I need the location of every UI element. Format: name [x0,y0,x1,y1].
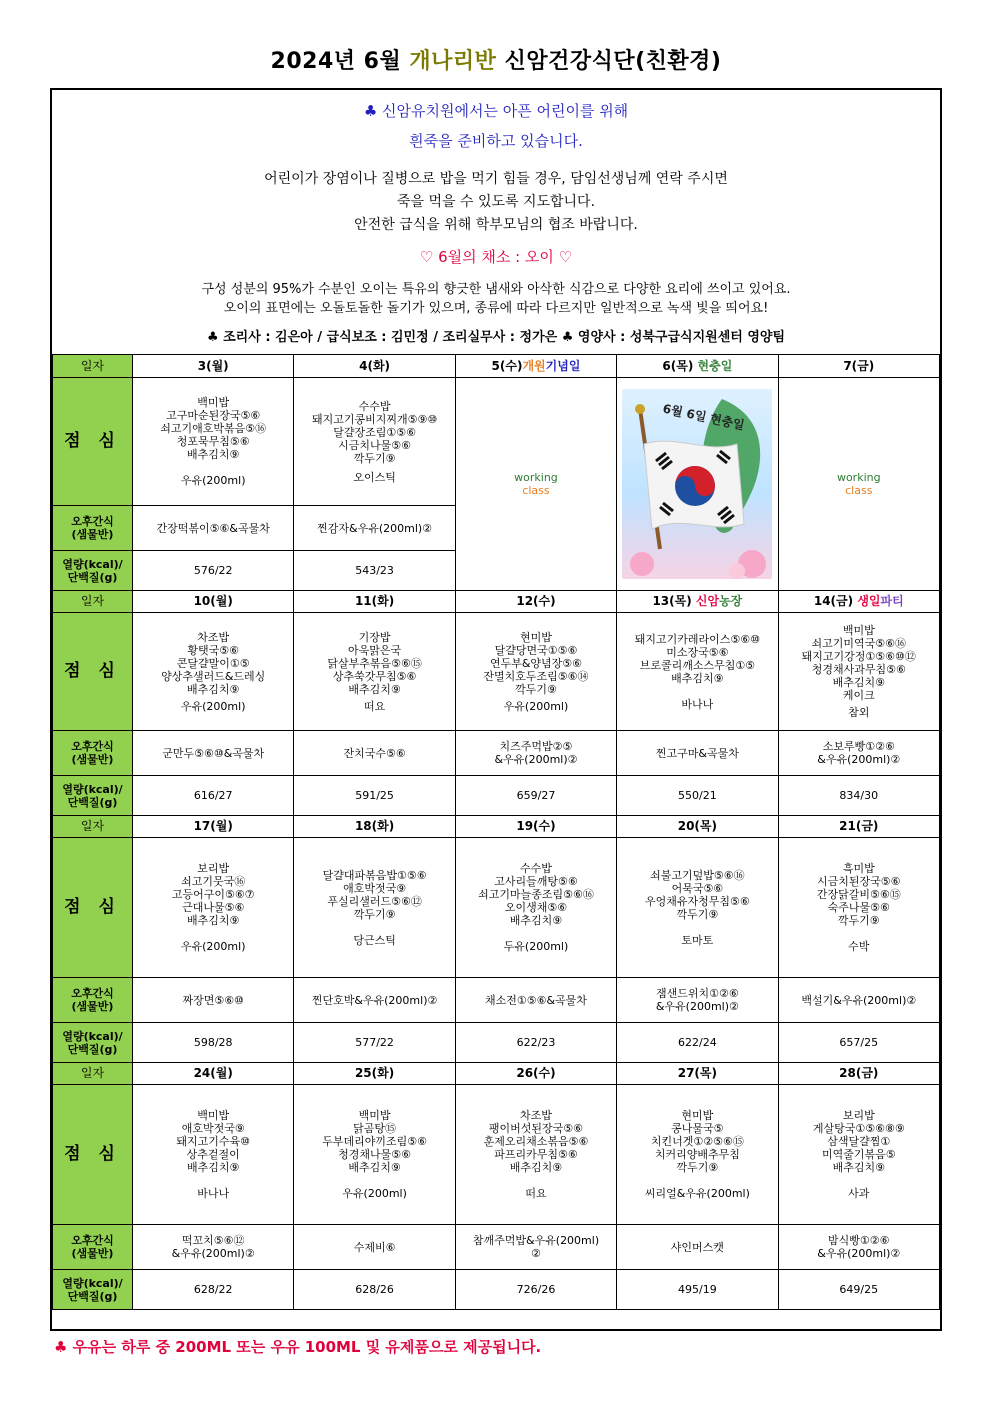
energy-label-1: 열량(kcal)/ [62,1276,123,1290]
date-text: 6(목) [662,358,698,373]
working-class-cell [778,378,939,591]
energy-row [53,1023,940,1063]
energy-label-2: 단백질(g) [67,1289,118,1303]
menu-item: 황탯국⑤⑥ [187,643,239,657]
snack-item: ② [531,1247,541,1260]
menu-item: 백미밥 [842,624,875,637]
menu-item: 배추김치⑨ [671,671,724,685]
menu-item: 상추쑥갓무침⑤⑥ [332,669,417,683]
snack-label-1: 오후간식 [71,987,114,1000]
menu-item: 달걀장조림①⑤⑥ [333,425,416,439]
energy-row [53,1270,940,1310]
energy-label-2: 단백질(g) [67,1042,118,1056]
snack-cell [455,978,616,1023]
energy-cell: 576/22 [133,551,294,591]
menu-item: 깍두기⑨ [676,1161,719,1174]
menu-item: 돼지고기콩비지찌개⑤⑨⑩ [311,412,438,426]
menu-item: 배추김치⑨ [187,448,240,461]
energy-label-1: 열량(kcal)/ [62,1029,123,1043]
energy-cell: 649/25 [778,1270,939,1310]
menu-item: 배추김치⑨ [187,1161,240,1174]
snack-row [53,731,940,776]
energy-cell: 616/27 [133,776,294,816]
lunch-cell [133,613,294,731]
energy-cell: 726/26 [455,1270,616,1310]
date-row [53,591,940,613]
snack-item: 치즈주먹밥②⑤ [499,740,573,753]
date-cell: 21(금) [778,816,939,838]
menu-item: 배추김치⑨ [348,682,401,696]
lunch-cell [294,378,455,506]
event-text-1: 개원 [522,358,546,373]
menu-item: 우유(200ml) [342,1187,407,1200]
vegetable-desc-2: 오이의 표면에는 오돌토돌한 돌기가 있으며, 종류에 따라 다르지만 일반적으로 녹색 빛을 띄어요! [223,301,769,316]
snack-item: 샤인머스캣 [670,1240,724,1254]
menu-item: 훈제오리채소볶음⑤⑥ [483,1135,589,1148]
snack-item: &우유(200ml)② [817,1247,901,1260]
menu-item: 당근스틱 [353,933,396,947]
menu-item: 수박 [848,940,870,953]
snack-item: 간장떡볶이⑤⑥&곡물차 [156,521,270,535]
snack-label-1: 오후간식 [71,1234,114,1247]
menu-item: 아욱맑은국 [348,643,402,657]
date-label: 일자 [53,1063,133,1085]
lunch-cell [778,613,939,731]
menu-item: 간장닭갈비⑤⑥⑮ [816,888,901,901]
date-cell: 27(목) [617,1063,778,1085]
energy-cell: 622/24 [617,1023,778,1063]
lunch-label: 점 심 [53,378,133,506]
event-text-2: 파티 [880,594,904,608]
snack-cell [133,978,294,1023]
snack-label-2: (샘물반) [71,753,114,766]
title-prefix: 2024년 6월 [270,49,410,74]
date-text: 13(목) [652,594,696,608]
menu-item: 청포묵무침⑤⑥ [176,435,250,448]
menu-item: 미소장국⑤⑥ [666,645,729,659]
class-text: class [845,484,873,497]
menu-item: 배추김치⑨ [832,676,885,689]
energy-cell: 577/22 [294,1023,455,1063]
menu-item: 보리밥 [842,1109,875,1122]
snack-row [53,978,940,1023]
menu-item: 애호박젓국⑨ [343,881,407,895]
snack-label [53,506,133,551]
menu-item: 떠요 [363,699,386,713]
energy-cell: 598/28 [133,1023,294,1063]
date-text: 14(금) [813,594,858,608]
event-text-2: 농장 [719,594,743,608]
energy-label-2: 단백질(g) [67,570,118,584]
snack-cell [778,978,939,1023]
menu-item: 백미밥 [197,1109,230,1122]
notice-box [52,90,940,355]
menu-item: 배추김치⑨ [187,914,240,927]
date-cell: 12(수) [455,591,616,613]
title-class-name: 개나리반 [409,49,497,74]
energy-cell: 628/22 [133,1270,294,1310]
snack-label-2: (샘물반) [71,1247,114,1260]
menu-item: 사과 [848,1187,870,1200]
menu-item: 배추김치⑨ [509,1161,563,1174]
menu-item: 바나나 [197,1187,230,1200]
menu-item: 배추김치⑨ [509,914,563,927]
snack-item: 짜장면⑤⑥⑩ [182,993,244,1007]
menu-item: 고사리들깨탕⑤⑥ [494,875,578,888]
menu-item: 보리밥 [197,862,230,875]
menu-item: 청경채사과무침⑤⑥ [811,663,906,676]
menu-item: 돼지고기수육⑩ [176,1135,250,1148]
menu-item: 쇠불고기덮밥⑤⑥⑯ [650,868,745,882]
date-row [53,816,940,838]
menu-item: 쇠고기마늘종조림⑤⑥⑯ [478,888,594,901]
menu-item: 차조밥 [197,630,230,644]
snack-item: &우유(200ml)② [171,1247,255,1260]
menu-item: 깍두기⑨ [353,451,396,465]
date-row [53,355,940,378]
date-cell: 4(화) [294,355,455,378]
menu-item: 수수밥 [358,399,391,413]
lunch-cell [294,613,455,731]
menu-item: 깍두기⑨ [515,682,557,696]
menu-item: 근대나물⑤⑥ [182,901,245,914]
event-text-1: 신암 [695,594,720,608]
lunch-row [53,378,940,506]
snack-item: 찐단호박&우유(200ml)② [311,993,438,1007]
date-label: 일자 [53,816,133,838]
holiday-cell [617,378,778,591]
snack-cell [133,1225,294,1270]
energy-label-1: 열량(kcal)/ [62,557,123,571]
snack-item: &우유(200ml)② [655,1000,739,1013]
milk-footnote: ♣ 우유는 하루 중 200ML 또는 우유 100ML 및 유제품으로 제공됩니다. [54,1338,542,1356]
snack-cell [294,506,455,551]
working-text: working [514,471,558,484]
date-row [53,1063,940,1085]
menu-item: 떠요 [525,1187,547,1200]
menu-item: 두유(200ml) [503,940,569,953]
menu-item: 애호박젓국⑨ [181,1122,245,1135]
menu-item: 깍두기⑨ [353,907,396,921]
menu-item: 우엉채유자청무침⑤⑥ [645,894,750,908]
menu-item: 푸실리샐러드⑤⑥⑫ [327,894,422,908]
snack-label-1: 오후간식 [71,515,114,528]
snack-item: 잔치국수⑤⑥ [343,746,406,760]
vegetable-title [52,246,940,267]
title-suffix: 신암건강식단(친환경) [496,49,722,74]
menu-item: 달걀대파볶음밥①⑤⑥ [322,868,427,882]
date-cell [778,591,939,613]
snack-item: &우유(200ml)② [817,753,901,766]
lunch-cell [617,1085,778,1225]
energy-row [53,776,940,816]
menu-item: 우유(200ml) [180,699,246,713]
lunch-cell [133,838,294,978]
date-cell: 17(월) [133,816,294,838]
snack-row [53,1225,940,1270]
snack-item: 찐고구마&곡물차 [655,746,739,760]
snack-item: 백설기&우유(200ml)② [801,993,917,1007]
lunch-label: 점 심 [53,838,133,978]
menu-item: 콘달걀말이①⑤ [176,656,250,670]
energy-label-1: 열량(kcal)/ [62,782,123,796]
menu-item: 고구마순된장국⑤⑥ [166,409,261,422]
energy-label [53,551,133,591]
lunch-cell [294,838,455,978]
date-cell: 7(금) [778,355,939,378]
lunch-cell [294,1085,455,1225]
snack-item: &우유(200ml)② [494,753,578,766]
menu-item: 배추김치⑨ [832,1161,885,1174]
menu-item: 양상추샐러드&드레싱 [161,669,266,683]
date-label: 일자 [53,355,133,378]
menu-item: 쇠고기애호박볶음⑤⑯ [160,422,267,435]
date-cell: 24(월) [133,1063,294,1085]
snack-item: 수제비⑥ [353,1240,396,1254]
date-cell: 3(월) [133,355,294,378]
date-cell [455,355,616,378]
menu-item: 깍두기⑨ [676,907,719,921]
menu-item: 배추김치⑨ [187,682,240,696]
menu-item: 시금치된장국⑤⑥ [817,875,901,888]
notice-line-3: 어린이가 장염이나 질병으로 밥을 먹기 힘들 경우, 담임선생님께 연락 주시면 [264,171,728,187]
snack-cell [455,1225,616,1270]
date-cell: 10(월) [133,591,294,613]
snack-label [53,731,133,776]
lunch-cell [133,378,294,506]
working-text: working [836,471,881,484]
snack-item: 채소전①⑤⑥&곡물차 [485,993,587,1007]
menu-item: 현미밥 [520,630,552,644]
snack-cell [778,1225,939,1270]
menu-item: 파프리카무침⑤⑥ [494,1148,578,1161]
menu-item: 오이생채⑤⑥ [504,901,568,914]
memorial-day-image [622,389,772,579]
menu-item: 우유(200ml) [503,699,569,713]
menu-item: 고등어구이⑤⑥⑦ [171,888,255,901]
menu-item: 잔멸치호두조림⑤⑥⑭ [483,669,589,683]
menu-item: 돼지고기강정①⑤⑥⑩⑫ [801,650,916,663]
holiday-banner-text: 6월 6일 현충일 [661,401,747,433]
snack-label-2: (샘물반) [71,1000,114,1013]
menu-item: 두부데리야끼조림⑤⑥ [322,1135,427,1148]
lunch-label: 점 심 [53,1085,133,1225]
menu-item: 닭곰탕⑮ [353,1122,397,1135]
menu-item: 청경채나물⑤⑥ [338,1148,412,1161]
snack-item: 소보루빵①②⑥ [822,740,895,753]
lunch-label: 점 심 [53,613,133,731]
event-text-1: 생일 [857,594,881,608]
snack-cell [133,506,294,551]
date-cell [617,355,778,378]
notice-line-4: 죽을 먹을 수 있도록 지도합니다. [396,194,596,210]
menu-item: 배추김치⑨ [348,1161,401,1174]
snack-cell [617,1225,778,1270]
date-label: 일자 [53,591,133,613]
menu-item: 쇠고기뭇국⑯ [181,875,246,888]
energy-cell: 495/19 [617,1270,778,1310]
menu-item: 치커리양배추무침 [654,1148,740,1161]
energy-cell: 628/26 [294,1270,455,1310]
menu-item: 참외 [848,706,870,719]
lunch-row [53,1085,940,1225]
lunch-cell [133,1085,294,1225]
menu-table [52,354,940,1310]
menu-item: 바나나 [681,697,714,711]
lunch-cell [617,613,778,731]
energy-label [53,1023,133,1063]
date-cell: 19(수) [455,816,616,838]
menu-item: 씨리얼&우유(200ml) [644,1187,750,1200]
menu-item: 기장밥 [358,630,391,644]
notice-line-2: 흰죽을 준비하고 있습니다. [409,132,583,150]
page-title [0,44,992,75]
menu-item: 팽이버섯된장국⑤⑥ [488,1122,584,1135]
menu-frame [50,88,942,1331]
menu-item: 백미밥 [197,396,230,409]
energy-cell: 543/23 [294,551,455,591]
snack-cell [617,731,778,776]
menu-item: 어묵국⑤⑥ [671,881,724,895]
notice-line-5: 안전한 급식을 위해 학부모님의 협조 바랍니다. [354,217,638,233]
snack-label [53,1225,133,1270]
energy-cell: 622/23 [455,1023,616,1063]
menu-item: 달걀당면국①⑤⑥ [494,643,578,657]
snack-label-1: 오후간식 [71,740,114,753]
snack-item: 찐감자&우유(200ml)② [317,521,433,535]
snack-cell [294,731,455,776]
energy-cell: 550/21 [617,776,778,816]
menu-item: 토마토 [681,933,714,947]
snack-label [53,978,133,1023]
menu-item: 흑미밥 [842,862,875,875]
snack-cell [133,731,294,776]
date-cell: 26(수) [455,1063,616,1085]
snack-item: 잼샌드위치①②⑥ [656,987,739,1000]
date-cell: 11(화) [294,591,455,613]
snack-label-2: (샘물반) [71,528,114,541]
menu-item: 치킨너겟①②⑤⑥⑮ [650,1135,744,1148]
menu-item: 케이크 [842,689,875,702]
energy-cell: 834/30 [778,776,939,816]
snack-cell [617,978,778,1023]
menu-item: 우유(200ml) [180,474,246,487]
menu-item: 브로콜리깨소스무침①⑤ [639,658,756,672]
event-text-2: 기념일 [545,358,581,373]
menu-item: 백미밥 [358,1109,391,1122]
energy-label [53,1270,133,1310]
snack-item: 참깨주먹밥&우유(200ml) [472,1234,600,1247]
menu-item: 쇠고기미역국⑤⑥⑯ [811,637,907,650]
date-cell: 20(목) [617,816,778,838]
vegetable-title-text: ♡ 6월의 채소 : 오이 ♡ [419,248,573,266]
menu-item: 게살탕국①⑤⑥⑧⑨ [812,1122,905,1135]
energy-cell: 591/25 [294,776,455,816]
event-text: 현충일 [697,358,733,373]
staff-line: ♣ 조리사 : 김은아 / 급식보조 : 김민정 / 조리실무사 : 정가은 ♣ 영양사 : 성북구급식지원센터 영양팀 [206,330,786,345]
lunch-cell [617,838,778,978]
snack-cell [294,1225,455,1270]
energy-cell: 659/27 [455,776,616,816]
menu-item: 돼지고기카레라이스⑤⑥⑩ [634,632,760,646]
energy-label [53,776,133,816]
vegetable-desc-1: 구성 성분의 95%가 수분인 오이는 특유의 향긋한 냄새와 아삭한 식감으로 다양한 요리에 쓰이고 있어요. [201,282,791,297]
lunch-cell [455,838,616,978]
menu-item: 시금치나물⑤⑥ [338,438,412,452]
date-cell: 28(금) [778,1063,939,1085]
menu-item: 콩나물국⑤ [671,1122,724,1135]
date-text: 5(수) [491,358,523,373]
menu-item: 상추겉절이 [186,1148,240,1161]
snack-cell [294,978,455,1023]
lunch-cell [778,1085,939,1225]
class-text: class [522,484,550,497]
menu-item: 닭살부추볶음⑤⑥⑮ [327,656,422,670]
snack-cell [778,731,939,776]
date-cell [617,591,778,613]
snack-cell [455,731,616,776]
working-class-cell [455,378,616,591]
menu-item: 오이스틱 [353,470,396,484]
menu-item: 차조밥 [520,1109,552,1122]
notice-line-1: ♣ 신암유치원에서는 아픈 어린이를 위해 [363,102,629,120]
date-cell: 18(화) [294,816,455,838]
menu-item: 미역줄기볶음⑤ [821,1148,896,1161]
energy-label-2: 단백질(g) [67,795,118,809]
menu-item: 현미밥 [681,1109,714,1122]
date-cell: 25(화) [294,1063,455,1085]
menu-item: 깍두기⑨ [837,914,880,927]
snack-item: 군만두⑤⑥⑩&곡물차 [162,746,265,760]
menu-item: 삼색달걀찜① [827,1135,891,1148]
menu-item: 숙주나물⑤⑥ [827,901,890,914]
menu-item: 연두부&양념장⑤⑥ [489,656,582,670]
lunch-row [53,838,940,978]
lunch-row [53,613,940,731]
snack-item: 떡꼬치⑤⑥⑫ [181,1234,245,1247]
energy-cell: 657/25 [778,1023,939,1063]
menu-item: 우유(200ml) [180,940,246,953]
lunch-cell [455,613,616,731]
menu-item: 수수밥 [520,862,552,875]
lunch-cell [455,1085,616,1225]
snack-item: 밤식빵①②⑥ [828,1234,890,1247]
lunch-cell [778,838,939,978]
